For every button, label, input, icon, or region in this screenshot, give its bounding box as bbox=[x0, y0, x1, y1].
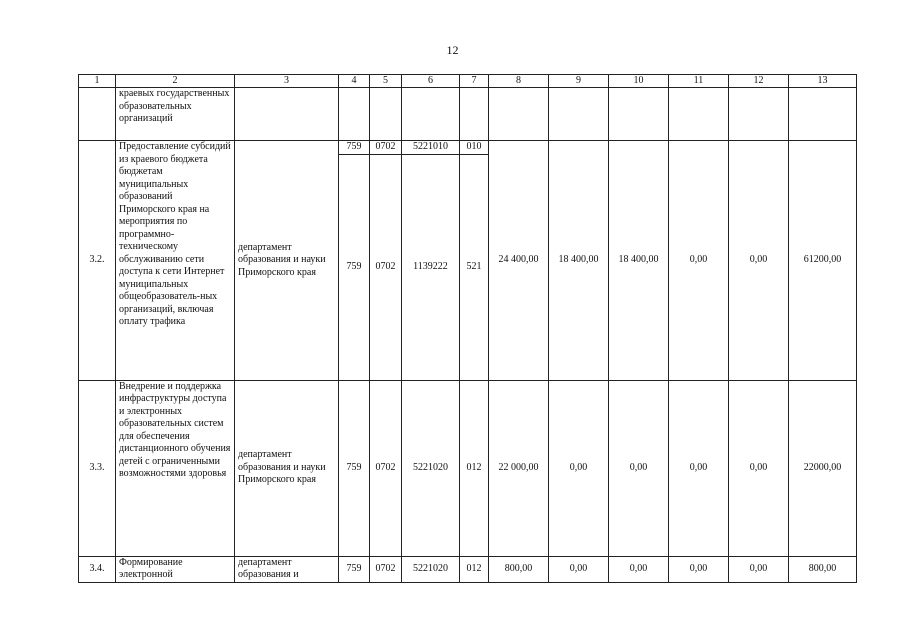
amount-cell: 0,00 bbox=[669, 380, 729, 556]
column-number-header: 13 bbox=[789, 75, 857, 88]
amount-cell bbox=[609, 88, 669, 141]
amount-cell: 18 400,00 bbox=[549, 141, 609, 381]
item-number-cell: 3.3. bbox=[79, 380, 116, 556]
column-number-header: 4 bbox=[339, 75, 370, 88]
code-cell: 010 bbox=[460, 141, 489, 155]
code-cell: 5221010 bbox=[402, 141, 460, 155]
item-name-cell: Внедрение и поддержка инфраструктуры доступа и электронных образовательных систем для обеспечения дистанционного обучения детей с ограниченными возможностями здоровья bbox=[116, 380, 235, 556]
code-cell bbox=[402, 88, 460, 141]
item-number-cell bbox=[79, 88, 116, 141]
amount-cell: 0,00 bbox=[609, 556, 669, 582]
amount-cell: 0,00 bbox=[549, 380, 609, 556]
item-number-cell: 3.2. bbox=[79, 141, 116, 381]
page-number: 12 bbox=[446, 43, 459, 57]
item-name-cell: Предоставление субсидий из краевого бюджета бюджетам муниципальных образований Приморского края на мероприятия по программно-техническому обслуживанию сети доступа к сети Интернет муниципальных общеобразователь-ных организаций, включая оплату трафика bbox=[116, 141, 235, 381]
responsible-cell: департамент образования и bbox=[235, 556, 339, 582]
amount-cell: 24 400,00 bbox=[489, 141, 549, 381]
code-cell bbox=[370, 88, 402, 141]
amount-cell bbox=[789, 88, 857, 141]
code-cell: 759 bbox=[339, 154, 370, 380]
amount-cell: 0,00 bbox=[549, 556, 609, 582]
amount-cell: 800,00 bbox=[789, 556, 857, 582]
amount-cell: 22000,00 bbox=[789, 380, 857, 556]
code-cell: 0702 bbox=[370, 556, 402, 582]
table-row bbox=[79, 556, 857, 582]
amount-cell: 61200,00 bbox=[789, 141, 857, 381]
responsible-cell: департамент образования и науки Приморского края bbox=[235, 141, 339, 381]
amount-cell: 22 000,00 bbox=[489, 380, 549, 556]
table-row bbox=[79, 380, 857, 556]
column-number-header-row bbox=[79, 75, 857, 88]
column-number-header: 5 bbox=[370, 75, 402, 88]
column-number-header: 8 bbox=[489, 75, 549, 88]
item-name-cell: Формирование электронной bbox=[116, 556, 235, 582]
column-number-header: 3 bbox=[235, 75, 339, 88]
column-number-header: 9 bbox=[549, 75, 609, 88]
item-number-cell: 3.4. bbox=[79, 556, 116, 582]
item-name-cell: краевых государственных образовательных организаций bbox=[116, 88, 235, 141]
amount-cell: 0,00 bbox=[669, 141, 729, 381]
amount-cell: 800,00 bbox=[489, 556, 549, 582]
amount-cell bbox=[489, 88, 549, 141]
amount-cell bbox=[549, 88, 609, 141]
table-row bbox=[79, 141, 857, 155]
column-number-header: 1 bbox=[79, 75, 116, 88]
code-cell bbox=[339, 88, 370, 141]
responsible-cell: департамент образования и науки Приморского края bbox=[235, 380, 339, 556]
code-cell bbox=[460, 88, 489, 141]
amount-cell: 0,00 bbox=[609, 380, 669, 556]
code-cell: 0702 bbox=[370, 141, 402, 155]
code-cell: 012 bbox=[460, 556, 489, 582]
column-number-header: 6 bbox=[402, 75, 460, 88]
table-row bbox=[79, 88, 857, 141]
responsible-cell bbox=[235, 88, 339, 141]
amount-cell: 0,00 bbox=[729, 380, 789, 556]
column-number-header: 11 bbox=[669, 75, 729, 88]
code-cell: 0702 bbox=[370, 380, 402, 556]
amount-cell: 0,00 bbox=[729, 556, 789, 582]
amount-cell: 18 400,00 bbox=[609, 141, 669, 381]
code-cell: 0702 bbox=[370, 154, 402, 380]
column-number-header: 12 bbox=[729, 75, 789, 88]
column-number-header: 7 bbox=[460, 75, 489, 88]
budget-table bbox=[78, 74, 857, 583]
code-cell: 521 bbox=[460, 154, 489, 380]
column-number-header: 10 bbox=[609, 75, 669, 88]
code-cell: 012 bbox=[460, 380, 489, 556]
amount-cell: 0,00 bbox=[729, 141, 789, 381]
code-cell: 1139222 bbox=[402, 154, 460, 380]
code-cell: 759 bbox=[339, 380, 370, 556]
code-cell: 5221020 bbox=[402, 556, 460, 582]
code-cell: 759 bbox=[339, 141, 370, 155]
amount-cell bbox=[669, 88, 729, 141]
code-cell: 759 bbox=[339, 556, 370, 582]
column-number-header: 2 bbox=[116, 75, 235, 88]
amount-cell: 0,00 bbox=[669, 556, 729, 582]
code-cell: 5221020 bbox=[402, 380, 460, 556]
amount-cell bbox=[729, 88, 789, 141]
